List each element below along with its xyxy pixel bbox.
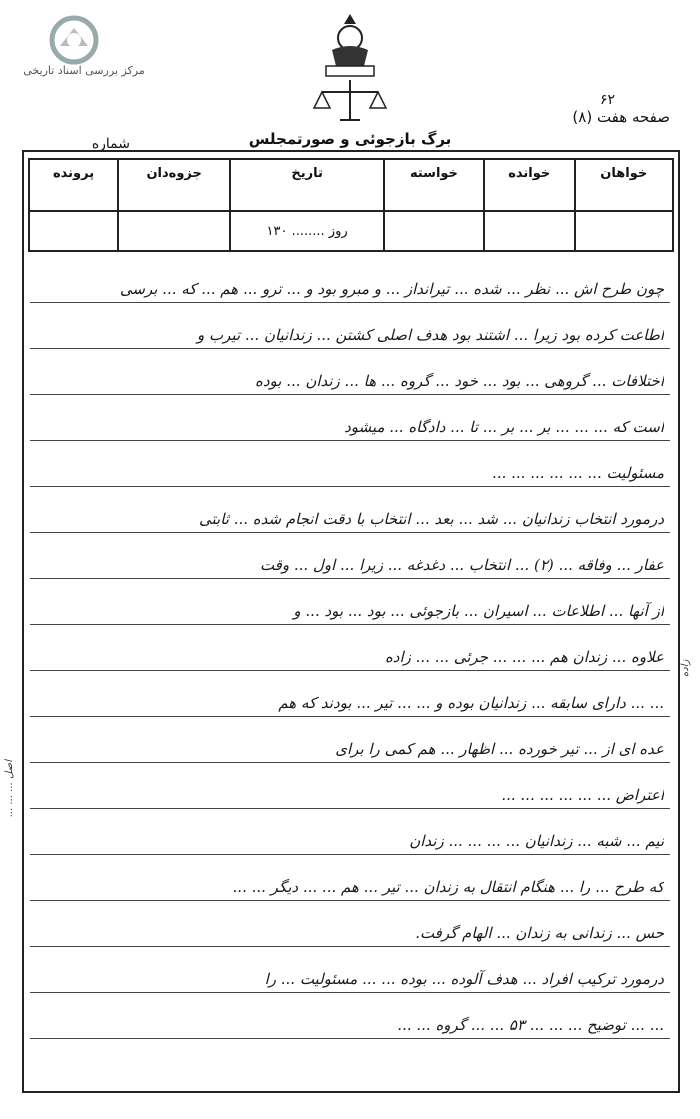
ruled-line [30, 1038, 670, 1039]
val-defendant [484, 211, 575, 251]
lion-and-sun-scales-crest-icon [300, 8, 400, 123]
handwritten-line: چون طرح اش ... نظر ... شده ... تیرانداز ... و مبرو بود و ... ترو ... هم ... که ... برسی [119, 280, 664, 298]
handwritten-line: مسئولیت ... ... ... ... ... ... [492, 464, 664, 482]
handwritten-line: است که ... ... ... بر ... بر ... تا ... دادگاه ... میشود [344, 418, 664, 436]
val-folder [118, 211, 230, 251]
archive-watermark-text: مرکز بررسی اسناد تاریخی [23, 64, 145, 77]
col-case: پرونده [29, 159, 118, 211]
ruled-line [30, 348, 670, 349]
handwritten-line: علاوه ... زندان هم ... ... ... جرئی ... ... زاده [384, 648, 664, 666]
form-title: برگ بازجوئی و صورتمجلس [248, 130, 452, 148]
handwritten-line: عفار ... وفاقه ... (۲) ... انتخاب ... دغدغه ... زیرا ... اول ... وقت [259, 556, 664, 574]
ruled-line [30, 394, 670, 395]
government-crest [300, 8, 400, 123]
handwritten-line: عده ای از ... تیر خورده ... اظهار ... هم کمی را برای [335, 740, 664, 758]
col-date: تاریخ [230, 159, 384, 211]
ruled-line [30, 670, 670, 671]
col-defendant: خوانده [484, 159, 575, 211]
page-mark: ۶۲ [600, 92, 616, 108]
page-number: صفحه هفت (۸) [572, 108, 670, 126]
header-table [28, 158, 674, 252]
left-margin-note: اصل ... ... ... [4, 760, 15, 817]
ruled-line [30, 900, 670, 901]
val-plaintiff [575, 211, 673, 251]
handwritten-line: از آنها ... اطلاعات ... اسیران ... بازجوئی ... بود ... بود ... و [293, 602, 664, 620]
ruled-line [30, 532, 670, 533]
ruled-line [30, 762, 670, 763]
col-folder: جزوه‌دان [118, 159, 230, 211]
archive-logo [44, 14, 104, 69]
handwritten-line: که طرح ... را ... هنگام انتقال به زندان ... تیر ... هم ... ... دیگر ... ... [232, 878, 664, 896]
ruled-line [30, 486, 670, 487]
ruled-line [30, 946, 670, 947]
handwritten-line: ... ... توضیح ... ... ... ۵۳ ... ... گروه ... ... [397, 1016, 664, 1034]
right-margin-note: زاده [680, 660, 691, 678]
ruled-line [30, 578, 670, 579]
handwritten-line: ... ... دارای سابقه ... زندانیان بوده و ... ... تیر ... بودند که هم [278, 694, 664, 712]
handwritten-line: اعتراض ... ... ... ... ... ... [501, 786, 664, 804]
handwritten-line: درمورد انتخاب زندانیان ... شد ... بعد ... انتخاب با دقت انجام شده ... ثابتی [198, 510, 664, 528]
ruled-line [30, 808, 670, 809]
number-label: شماره [91, 136, 130, 152]
col-claim: خواسته [384, 159, 484, 211]
handwritten-line: اطاعت کرده بود زیرا ... اشتند بود هدف اصلی کشتن ... زندانیان ... تیرب و [197, 326, 664, 344]
archive-center-logo-icon [44, 14, 104, 69]
ruled-line [30, 716, 670, 717]
val-claim [384, 211, 484, 251]
col-plaintiff: خواهان [575, 159, 673, 211]
handwritten-line: حس ... زندانی به زندان ... الهام گرفت. [415, 924, 664, 942]
val-case [29, 211, 118, 251]
ruled-line [30, 992, 670, 993]
ruled-line [30, 302, 670, 303]
ruled-line [30, 854, 670, 855]
handwritten-line: درمورد ترکیب افراد ... هدف آلوده ... بوده ... ... مسئولیت ... را [264, 970, 664, 988]
handwritten-line: اختلافات ... گروهی ... بود ... خود ... گروه ... ها ... زندان ... بوده [255, 372, 664, 390]
ruled-line [30, 440, 670, 441]
val-date: روز ........ ۱۳۰ [230, 211, 384, 251]
ruled-line [30, 624, 670, 625]
handwritten-line: نیم ... شبه ... زندانیان ... ... ... ... زندان [409, 832, 664, 850]
